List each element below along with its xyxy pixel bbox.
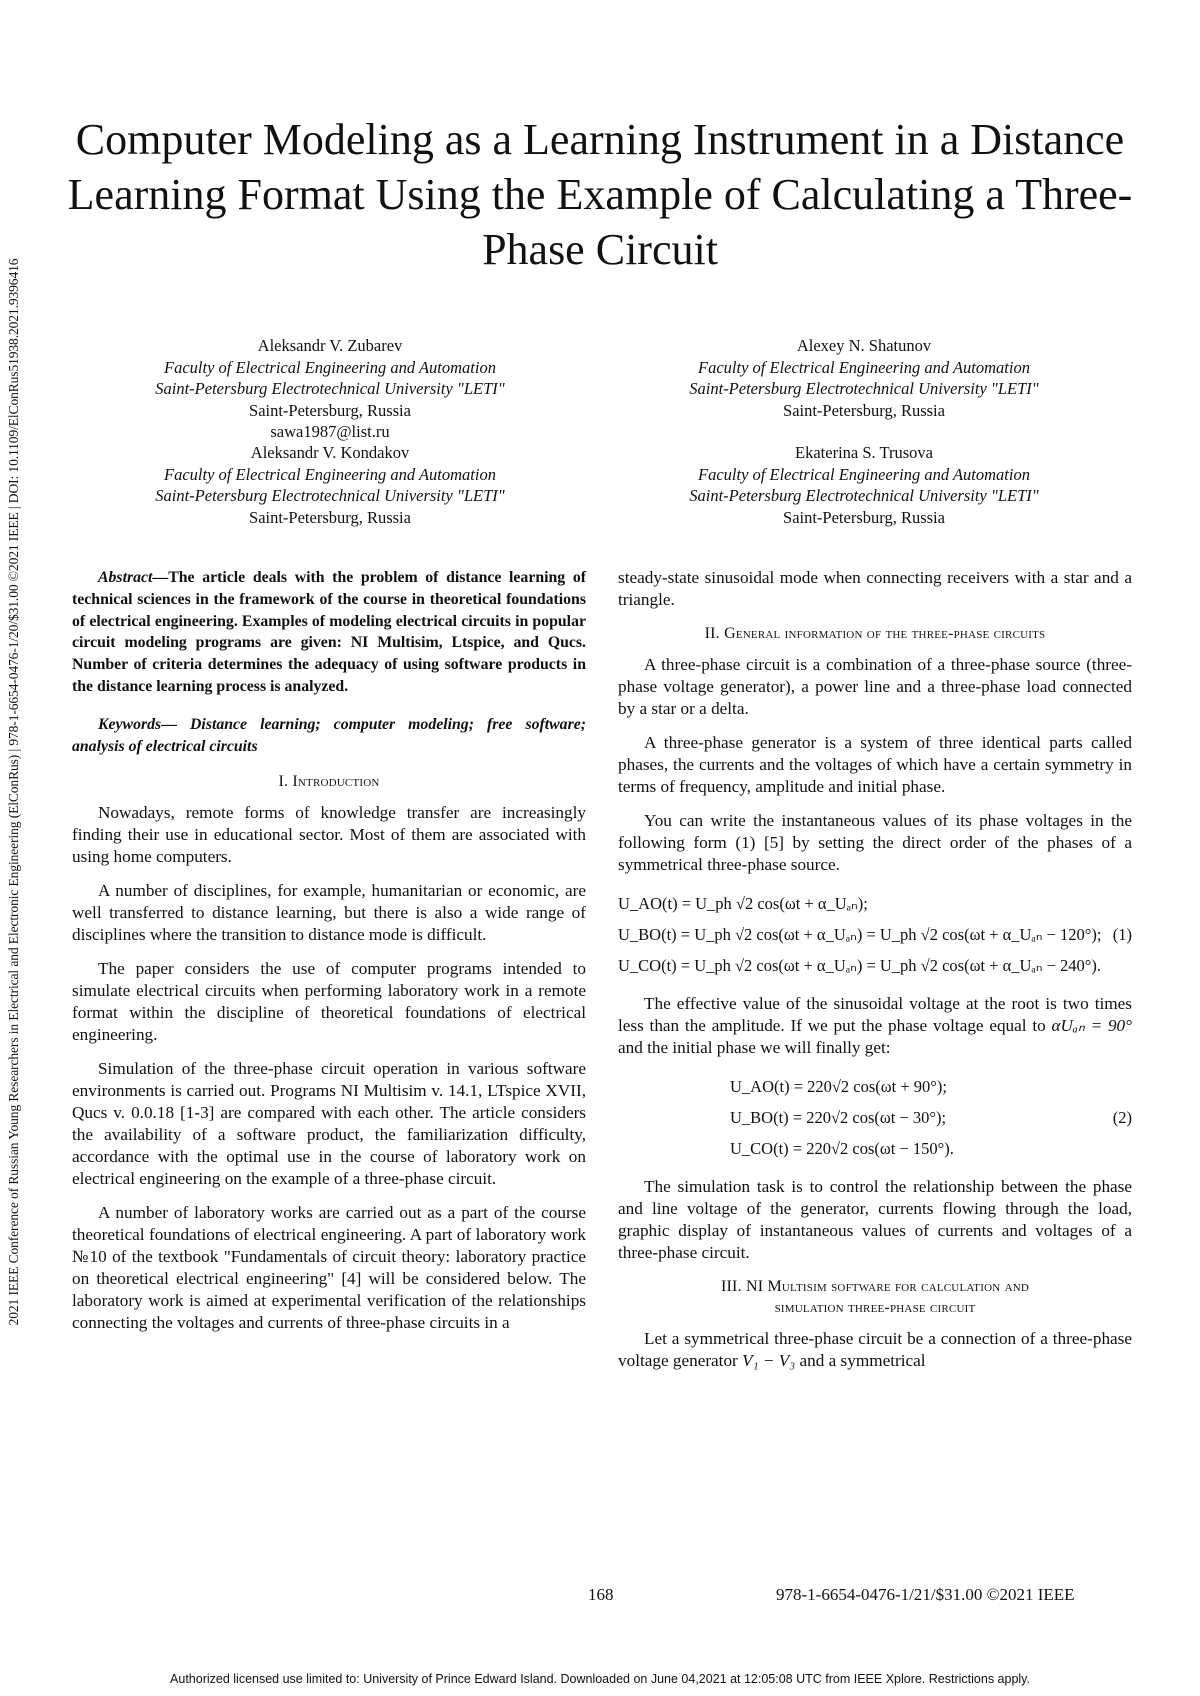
equation-line: U_BO(t) = U_ph √2 cos(ωt + α_Uₐₙ) = U_ph √2 cos(ωt + α_Uₐₙ − 120°); [618,925,1102,944]
paper-title: Computer Modeling as a Learning Instrument in a Distance Learning Format Using the Example of Calculating a Three-Phase Circuit [67,115,1133,274]
section-heading-general-information [618,623,1132,644]
author-card [70,442,590,528]
section-title: simulation three-phase circuit [774,1299,976,1316]
author-name: Aleksandr V. Zubarev [257,336,403,355]
isbn-copyright: 978-1-6654-0476-1/21/$31.00 ©2021 IEEE [776,1585,1075,1604]
paragraph: Nowadays, remote forms of knowledge transfer are increasingly finding their use in educational sector. Most of them are associated with using home computers. [72,803,586,867]
inline-equation: αUₐₙ = 90° [1051,1016,1133,1035]
equation-line: U_AO(t) = U_ph √2 cos(ωt + α_Uₐₙ); [618,894,868,913]
author-university: Saint-Petersburg Electrotechnical University "LETI" [689,379,1039,398]
author-city: Saint-Petersburg, Russia [783,400,945,420]
side-citation-note: 2021 IEEE Conference of Russian Young Researchers in Electrical and Electronic Engineering (ElConRus) | 978-1-6654-0476-1/20/$31.00 ©2021 IEEE | DOI: 10.1109/ElConRus51938.2021.9396416 [6,258,21,1326]
paragraph-text: Let a symmetrical three-phase circuit be a connection of a three-phase voltage generator [618,1329,1132,1370]
abstract [72,567,586,698]
section-title: General information of the three-phase circuits [724,625,1046,642]
section-number: II. [704,625,720,642]
equation-line: U_CO(t) = U_ph √2 cos(ωt + α_Uₐₙ) = U_ph √2 cos(ωt + α_Uₐₙ − 240°). [618,956,1102,975]
abstract-text: —The article deals with the problem of distance learning of technical sciences in the framework of the course in theoretical foundations of electrical engineering. Examples of modeling electrical circuits in popular circuit modeling programs are given: NI Multisim, Ltspice, and Qucs. Number of criteria determines the adequacy of using software products in the distance learning process is analyzed. [72,569,586,695]
author-name: Alexey N. Shatunov [796,336,932,355]
author-card [70,335,590,443]
keywords [72,714,586,758]
section-heading-multisim [618,1276,1132,1318]
author-university: Saint-Petersburg Electrotechnical University "LETI" [689,486,1039,505]
author-university: Saint-Petersburg Electrotechnical University "LETI" [155,379,505,398]
author-name: Aleksandr V. Kondakov [250,443,410,462]
paragraph [618,993,1132,1059]
section-number: III. NI [721,1278,764,1295]
equation-line: U_BO(t) = 220√2 cos(ωt − 30°); [730,1108,947,1127]
author-name: Ekaterina S. Trusova [795,443,933,462]
author-block [70,335,1140,550]
right-column [618,567,1132,1384]
author-faculty: Faculty of Electrical Engineering and Automation [698,357,1030,377]
equation-number: (1) [1112,925,1132,944]
page-number: 168 [588,1585,614,1604]
authorized-use-note: Authorized licensed use limited to: University of Prince Edward Island. Downloaded on June 04,2021 at 12:05:08 UTC from IEEE Xplore. Restrictions apply. [170,1672,1030,1686]
author-faculty: Faculty of Electrical Engineering and Automation [164,357,496,377]
paragraph: You can write the instantaneous values of its phase voltages in the following form (1) [5] by setting the direct order of the phases of a symmetrical three-phase source. [618,811,1132,874]
section-title: Multisim software for calculation and [767,1278,1029,1295]
author-faculty: Faculty of Electrical Engineering and Automation [698,464,1030,484]
paragraph-continuation: steady-state sinusoidal mode when connecting receivers with a star and a triangle. [618,568,1132,609]
paragraph: A number of disciplines, for example, humanitarian or economic, are well transferred to distance learning, but there is also a wide range of disciplines where the transition to distance mode is difficult. [72,881,586,945]
equation-2 [618,1071,1132,1164]
section-title: Introduction [292,773,380,791]
paragraph: Simulation of the three-phase circuit operation in various software environments is carried out. Programs NI Multisim v. 14.1, LTspice XVII, Qucs v. 0.0.18 [1-3] are compared with each other. The article considers the availability of a software product, the familiarization difficulty, accordance with the optimal use in the course of laboratory work on electrical engineering on the example of a three-phase circuit. [72,1059,586,1189]
paragraph: The simulation task is to control the relationship between the phase and line voltage of the generator, currents flowing through the load, graphic display of instantaneous values of currents and voltages of a three-phase circuit. [618,1177,1132,1262]
paragraph: The paper considers the use of computer programs intended to simulate electrical circuits when performing laboratory work in a remote format within the discipline of theoretical foundations of electrical engineering. [72,959,586,1045]
author-faculty: Faculty of Electrical Engineering and Automation [164,464,496,484]
paragraph: A three-phase generator is a system of three identical parts called phases, the currents and the voltages of which have a certain symmetry in terms of frequency, amplitude and initial phase. [618,733,1132,796]
paragraph: A number of laboratory works are carried out as a part of the course theoretical foundations of electrical engineering. A part of laboratory work №10 of the textbook "Fundamentals of circuit theory: laboratory practice on theoretical electrical engineering" [4] will be considered below. The laboratory work is aimed at experimental verification of the relationships connecting the voltages and currents of three-phase circuits in a [72,1203,586,1333]
paragraph-text: and the initial phase we will finally get: [618,1038,891,1057]
equation-1 [618,888,1132,981]
paragraph: A three-phase circuit is a combination of a three-phase source (three-phase voltage generator), a power line and a three-phase load connected by a star or a delta. [618,655,1132,718]
section-heading-introduction [72,771,586,792]
author-city: Saint-Petersburg, Russia [783,507,945,527]
paragraph-text: and a symmetrical [799,1351,926,1370]
equation-line: U_AO(t) = 220√2 cos(ωt + 90°); [730,1077,947,1096]
author-university: Saint-Petersburg Electrotechnical University "LETI" [155,486,505,505]
left-column [72,567,586,1346]
author-city: Saint-Petersburg, Russia [249,507,411,527]
keywords-lead: Keywords [98,715,162,733]
paragraph-text: The effective value of the sinusoidal voltage at the root is two times less than the amplitude. If we put the phase voltage equal to [618,994,1132,1035]
equation-line: U_CO(t) = 220√2 cos(ωt − 150°). [730,1139,954,1158]
author-city: Saint-Petersburg, Russia [249,400,411,420]
inline-equation: V₁ − V₃ [742,1351,796,1370]
section-number: I. [278,773,289,791]
author-card [604,335,1124,421]
equation-number: (2) [1112,1108,1132,1127]
author-card [604,442,1124,528]
paragraph [618,1328,1132,1372]
abstract-lead: Abstract [98,569,153,586]
keywords-text: — Distance learning; computer modeling; free software; analysis of electrical circuits [72,715,586,755]
author-email[interactable]: sawa1987@list.ru [270,422,390,441]
